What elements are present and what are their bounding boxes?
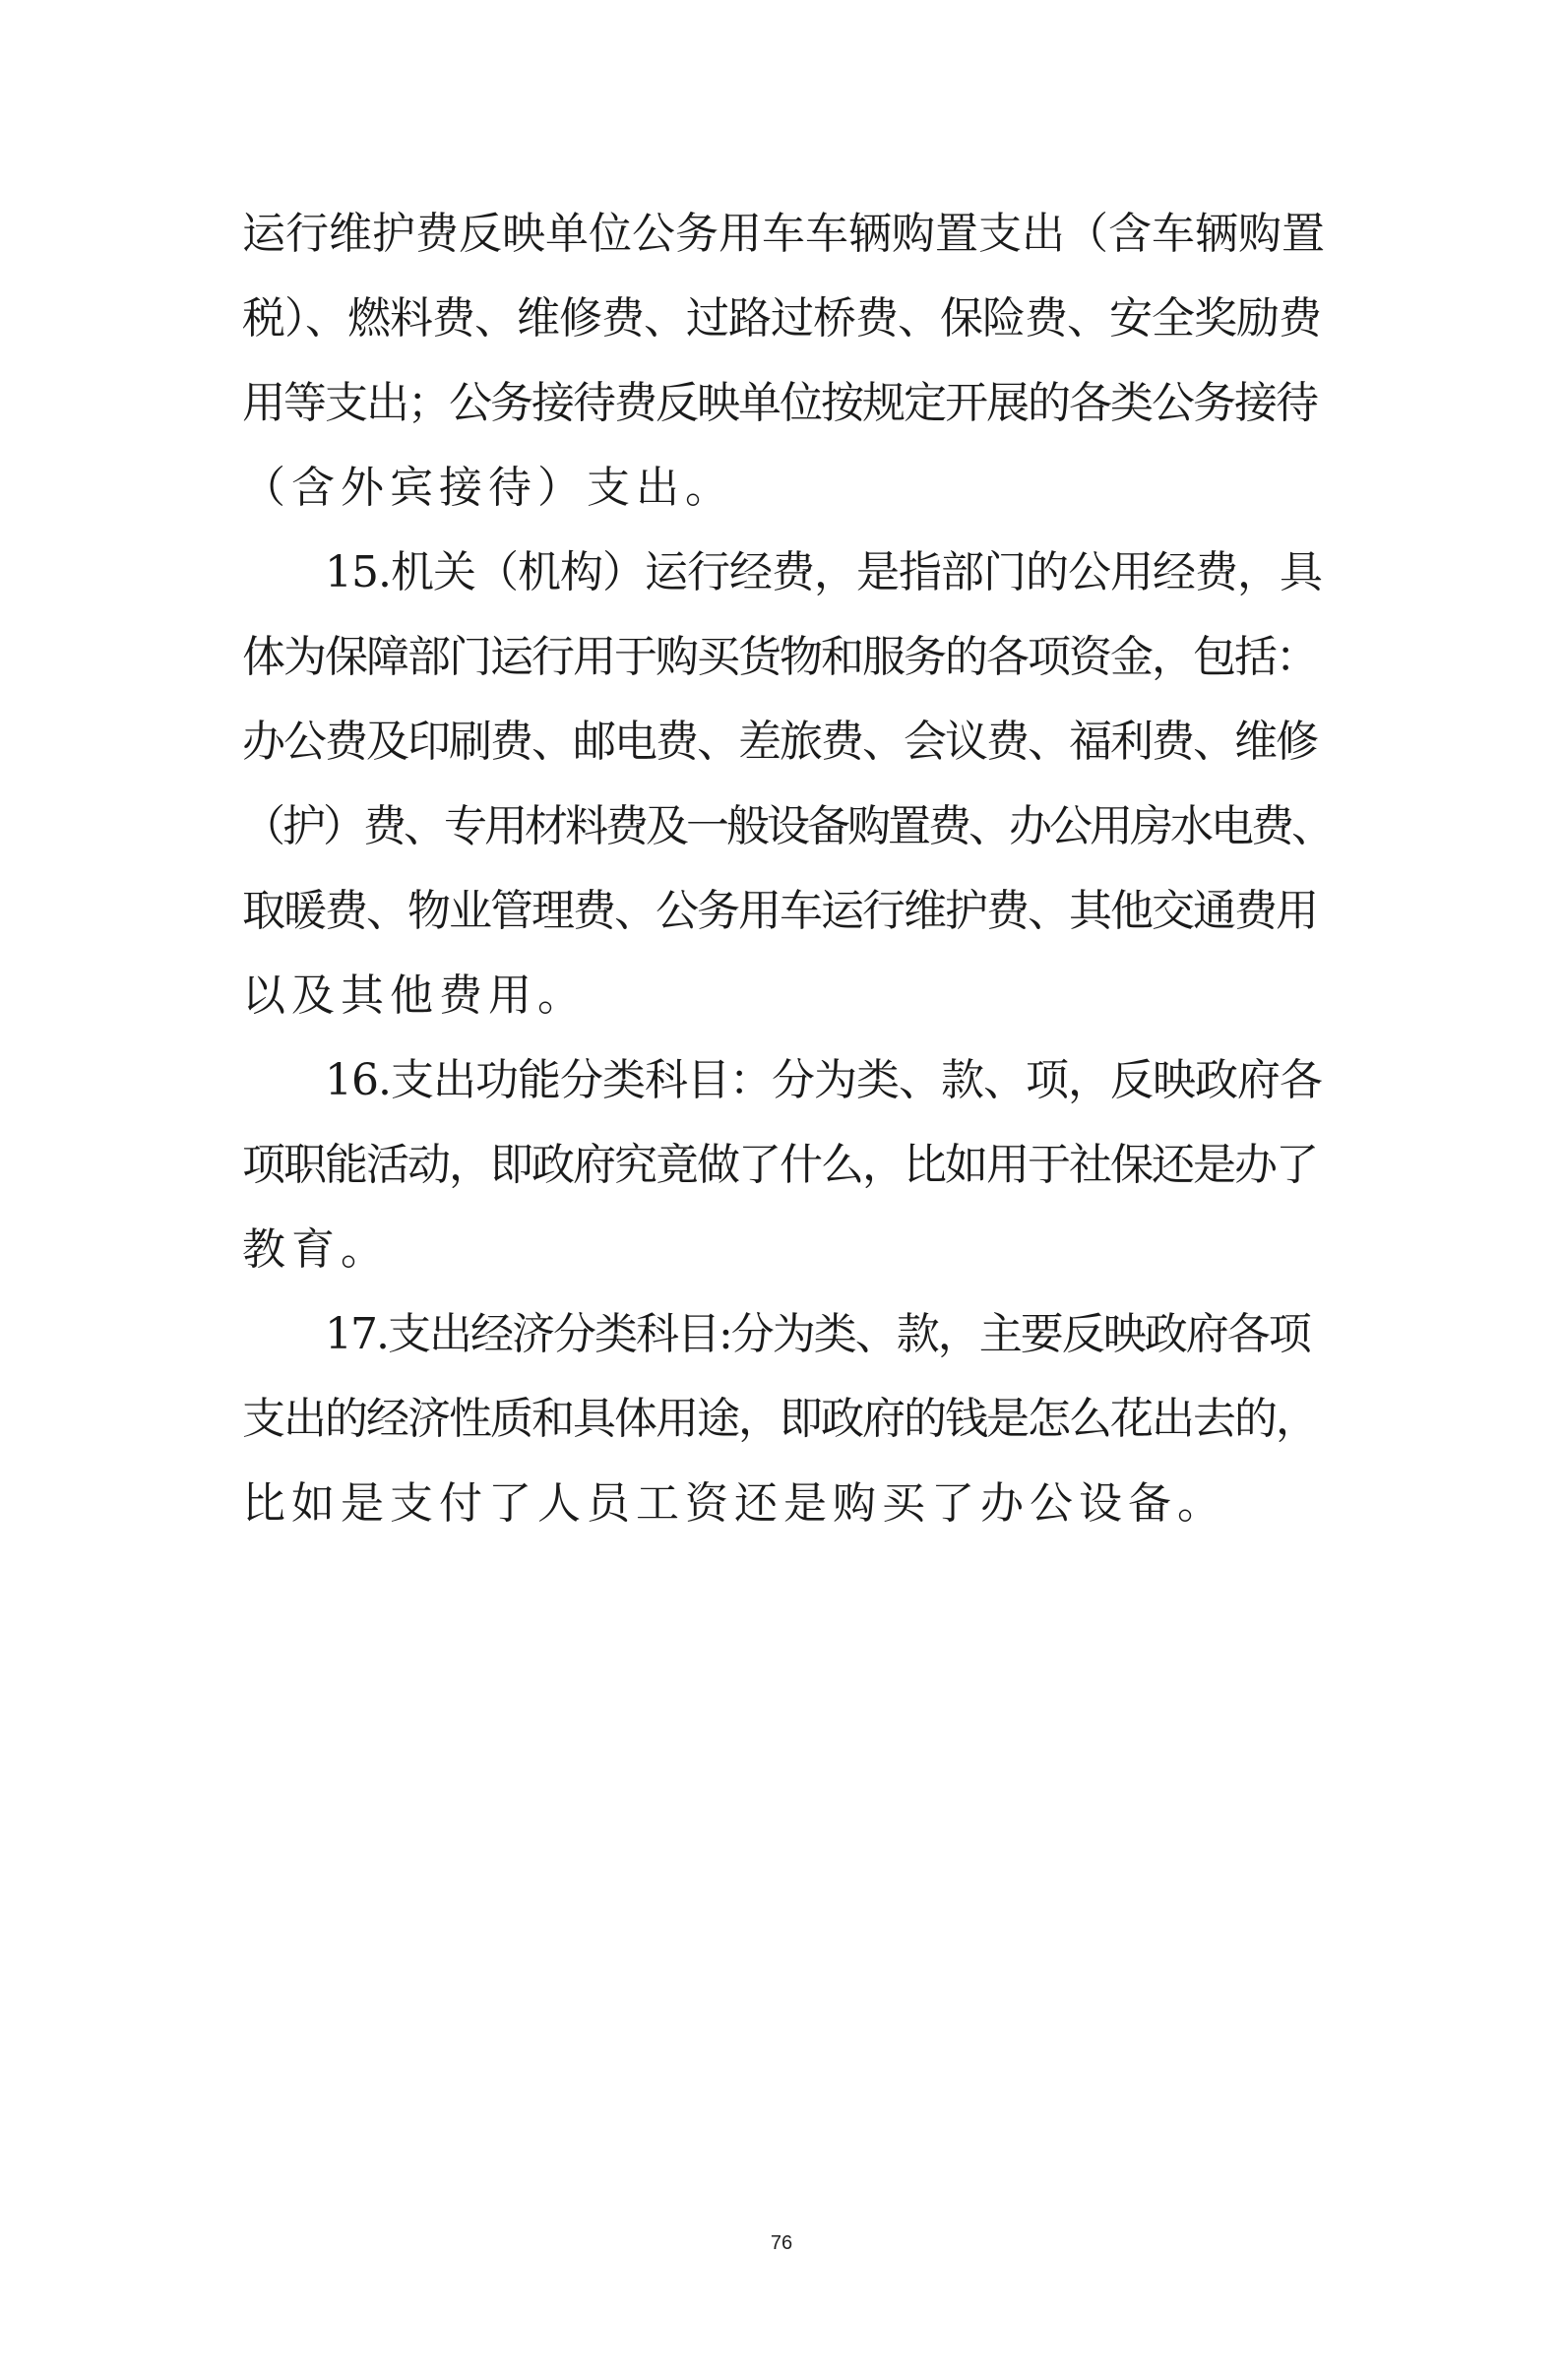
paragraph-16-first-line: 16.支出功能分类科目：分为类、款、项，反映政府各 <box>325 1055 1322 1105</box>
body-text-line: 以及其他费用。 <box>242 971 587 1021</box>
paragraph-17-first-line: 17.支出经济分类科目:分为类、款，主要反映政府各项 <box>325 1309 1310 1359</box>
paragraph-15-first-line: 15.机关（机构）运行经费，是指部门的公用经费，具 <box>325 547 1322 597</box>
body-text-line: 用等支出；公务接待费反映单位按规定开展的各类公务接待 <box>242 378 1317 428</box>
body-text-line: 运行维护费反映单位公务用车车辆购置支出（含车辆购置 <box>242 209 1325 259</box>
body-text-line: 比如是支付了人员工资还是购买了办公设备。 <box>242 1478 1226 1529</box>
body-text-line: （护）费、专用材料费及一般设备购置费、办公用房水电费、 <box>242 801 1332 851</box>
body-text-line: 取暖费、物业管理费、公务用车运行维护费、其他交通费用 <box>242 886 1317 936</box>
body-text-line: 体为保障部门运行用于购买货物和服务的各项资金，包括： <box>242 632 1317 682</box>
body-text-line: 办公费及印刷费、邮电费、差旅费、会议费、福利费、维修 <box>242 717 1317 767</box>
page-number: 76 <box>770 2232 793 2254</box>
body-text-line: 教育。 <box>242 1224 390 1275</box>
body-text-line: 项职能活动，即政府究竟做了什么，比如用于社保还是办了 <box>242 1140 1317 1190</box>
body-text-line: 支出的经济性质和具体用途，即政府的钱是怎么花出去的， <box>242 1394 1317 1444</box>
body-text-line: 税）、燃料费、维修费、过路过桥费、保险费、安全奖励费 <box>242 293 1321 344</box>
body-text-line: （含外宾接待）支出。 <box>242 463 734 513</box>
